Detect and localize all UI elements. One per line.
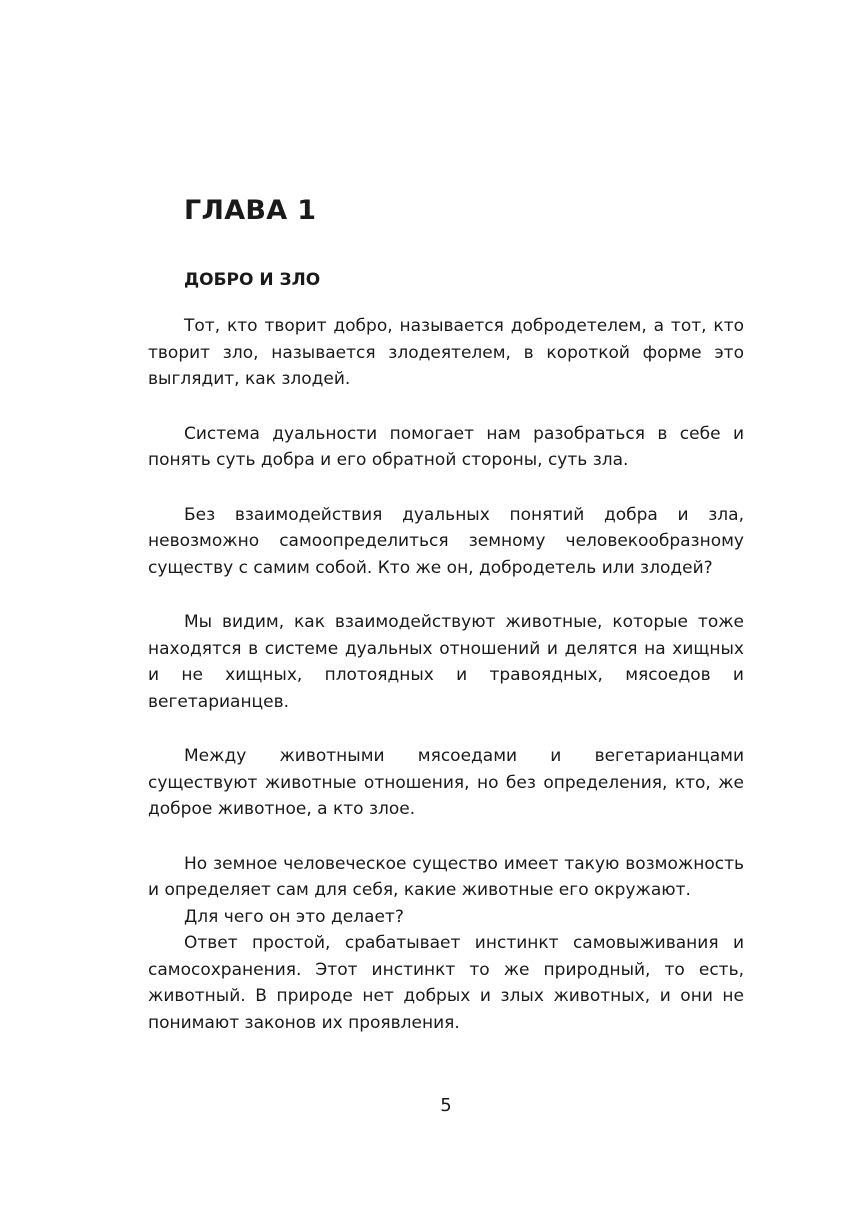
paragraph: Система дуальности помогает нам разобраться в себе и понять суть добра и его обратной стороны, суть зла. — [148, 423, 744, 470]
paragraph: Мы видим, как взаимодействуют животные, которые тоже находятся в системе дуальных отношений и делятся на хищных и не хищных, плотоядных и травоядных, мясоедов и вегетарианцев. — [148, 612, 744, 712]
paragraph: Для чего он это делает? — [184, 906, 404, 927]
section-title: ДОБРО И ЗЛО — [184, 270, 321, 290]
paragraph: Но земное человеческое существо имеет такую возможность и определяет сам для себя, какие животные его окружают. — [148, 853, 744, 900]
page-number: 5 — [440, 1095, 452, 1116]
chapter-title: ГЛАВА 1 — [184, 195, 317, 226]
body-text — [148, 313, 744, 1036]
paragraph: Ответ простой, срабатывает инстинкт самовыживания и самосохранения. Этот инстинкт то же природный, то есть, животный. В природе нет добрых и злых животных, и они не понимают законов их проявления. — [148, 933, 744, 1033]
paragraph: Тот, кто творит добро, называется добродетелем, а тот, кто творит зло, называется злодеятелем, в короткой форме это выглядит, как злодей. — [148, 316, 744, 389]
paragraph: Без взаимодействия дуальных понятий добра и зла, невозможно самоопределиться земному человекообразному существу с самим собой. Кто же он, добродетель или злодей? — [148, 504, 744, 578]
paragraph: Между животными мясоедами и вегетарианцами существуют животные отношения, но без определения, кто, же доброе животное, а кто злое. — [148, 746, 744, 819]
